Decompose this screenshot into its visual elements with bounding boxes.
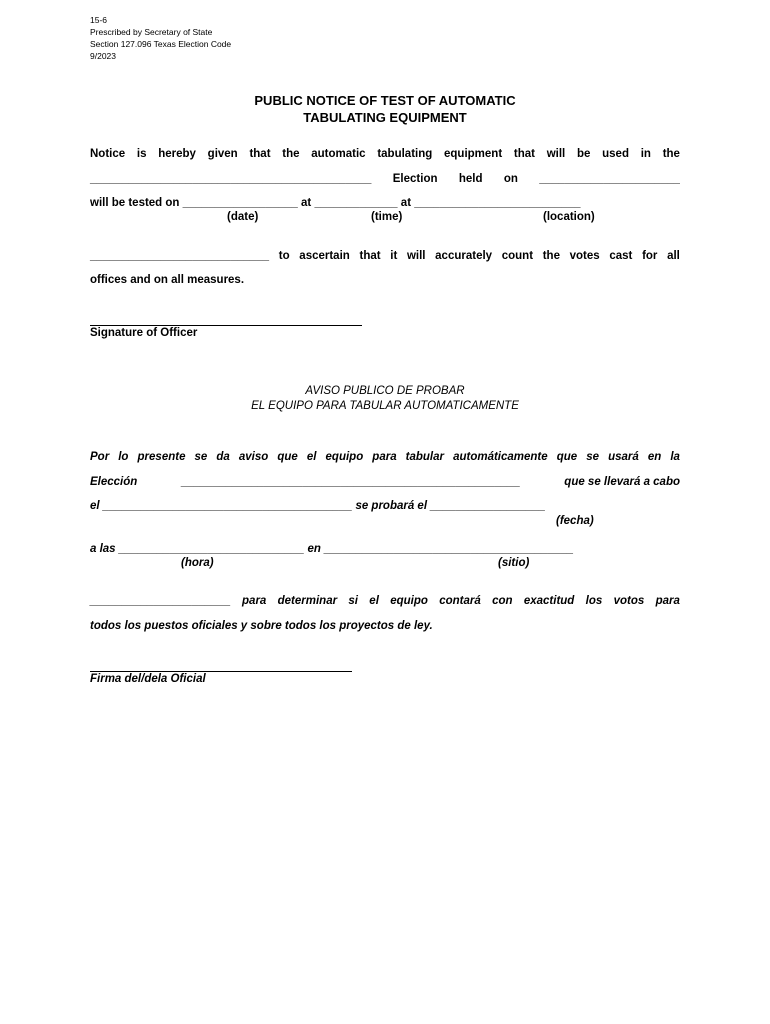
firma-label: Firma del/dela Oficial xyxy=(90,673,206,685)
word: all xyxy=(667,250,680,262)
se-probara-text: se probará el xyxy=(355,500,428,512)
fecha-caption: (fecha) xyxy=(556,515,594,527)
word: para xyxy=(242,595,267,607)
word: given xyxy=(207,148,238,160)
word: accurately xyxy=(435,250,493,262)
election-name-blank[interactable]: ____________________________________________ xyxy=(90,173,372,185)
form-number: 15-6 xyxy=(90,15,108,25)
sitio-blank[interactable]: _______________________________________ xyxy=(324,543,574,555)
word: el xyxy=(369,595,379,607)
offices-line: offices and on all measures. xyxy=(90,274,245,286)
date-caption: (date) xyxy=(227,211,259,223)
word: que xyxy=(277,451,298,463)
word: to xyxy=(278,250,290,262)
word: aviso xyxy=(238,451,269,463)
tested-on-text: will be tested on xyxy=(90,197,180,209)
word: hereby xyxy=(158,148,196,160)
word: that xyxy=(249,148,271,160)
word: si xyxy=(348,595,358,607)
at-text: at xyxy=(400,197,412,209)
eleccion-blank[interactable]: _____________________________________________________ xyxy=(181,476,521,488)
word: the xyxy=(282,148,300,160)
word: on xyxy=(503,173,518,185)
word: con xyxy=(492,595,513,607)
word: equipment xyxy=(444,148,503,160)
spanish-notice-line xyxy=(90,451,680,463)
ascertain-line xyxy=(90,250,680,262)
word: will xyxy=(406,250,426,262)
fecha-blank[interactable]: __________________ xyxy=(430,500,546,512)
word: used xyxy=(602,148,629,160)
spanish-title-line1: AVISO PUBLICO DE PROBAR xyxy=(305,385,465,397)
election-date-blank[interactable]: ______________________ xyxy=(539,173,680,185)
word: count xyxy=(501,250,534,262)
location-caption: (location) xyxy=(543,211,595,223)
word: para xyxy=(655,595,680,607)
word: los xyxy=(585,595,603,607)
determinar-line xyxy=(90,595,680,607)
word: the xyxy=(542,250,560,262)
el-line xyxy=(90,500,545,512)
word: contará xyxy=(439,595,481,607)
el-blank[interactable]: _______________________________________ xyxy=(102,500,353,512)
hora-blank[interactable]: _____________________________ xyxy=(118,543,305,555)
word: votes xyxy=(569,250,600,262)
prescribed-by: Prescribed by Secretary of State xyxy=(90,27,213,37)
spanish-title-line2: EL EQUIPO PARA TABULAR AUTOMATICAMENTE xyxy=(251,400,519,412)
english-title-line1: PUBLIC NOTICE OF TEST OF AUTOMATIC xyxy=(254,93,516,108)
section-reference: Section 127.096 Texas Election Code xyxy=(90,39,232,49)
notice-line xyxy=(90,148,680,160)
word: automatic xyxy=(311,148,366,160)
word: para xyxy=(372,451,397,463)
word: lo xyxy=(118,451,129,463)
hora-caption: (hora) xyxy=(181,557,214,569)
word: that xyxy=(513,148,535,160)
signature-label: Signature of Officer xyxy=(90,327,198,339)
word: determinar xyxy=(277,595,338,607)
at-text: at xyxy=(301,197,312,209)
se-llevara-text: que se llevará a cabo xyxy=(564,476,680,488)
eleccion-line xyxy=(90,476,680,488)
word: equipo xyxy=(325,451,364,463)
word: que xyxy=(556,451,578,463)
word: equipo xyxy=(390,595,428,607)
word: in xyxy=(640,148,651,160)
a-las-line xyxy=(90,543,574,555)
sitio-caption: (sitio) xyxy=(498,557,530,569)
word: da xyxy=(216,451,230,463)
test-time-blank[interactable]: _____________ xyxy=(314,197,398,209)
word: el xyxy=(306,451,317,463)
word: usará xyxy=(608,451,639,463)
word: automáticamente xyxy=(453,451,548,463)
word: tabular xyxy=(405,451,444,463)
signature-line[interactable] xyxy=(90,325,362,326)
word: be xyxy=(576,148,591,160)
word: the xyxy=(662,148,680,160)
election-line xyxy=(90,173,680,185)
word: la xyxy=(670,451,680,463)
word: is xyxy=(136,148,147,160)
word: it xyxy=(390,250,398,262)
word: held xyxy=(458,173,483,185)
word: cast xyxy=(609,250,633,262)
word: Por xyxy=(90,451,110,463)
word: Election xyxy=(392,173,438,185)
officer-blank[interactable]: ____________________________ xyxy=(90,250,270,262)
el-text: el xyxy=(90,500,100,512)
word: presente xyxy=(137,451,186,463)
test-date-blank[interactable]: __________________ xyxy=(182,197,298,209)
word: ascertain xyxy=(299,250,350,262)
word: Notice xyxy=(90,148,126,160)
eleccion-text: Elección xyxy=(90,476,138,488)
todos-line: todos los puestos oficiales y sobre todos los proyectos de ley. xyxy=(90,620,433,632)
form-date: 9/2023 xyxy=(90,51,116,61)
english-title xyxy=(0,92,770,126)
en-text: en xyxy=(307,543,321,555)
word: tabulating xyxy=(377,148,433,160)
word: se xyxy=(194,451,208,463)
word: en xyxy=(647,451,662,463)
word: for xyxy=(642,250,658,262)
word: votos xyxy=(613,595,645,607)
determinar-blank[interactable]: ______________________ xyxy=(90,595,231,607)
time-caption: (time) xyxy=(371,211,403,223)
word: that xyxy=(359,250,381,262)
test-location-blank[interactable]: __________________________ xyxy=(414,197,581,209)
firma-line[interactable] xyxy=(90,671,352,672)
a-las-text: a las xyxy=(90,543,116,555)
english-title-line2: TABULATING EQUIPMENT xyxy=(303,110,467,125)
word: se xyxy=(586,451,600,463)
form-header xyxy=(90,14,231,62)
spanish-title xyxy=(0,384,770,414)
tested-on-line xyxy=(90,197,581,209)
word: will xyxy=(546,148,566,160)
word: exactitud xyxy=(523,595,575,607)
